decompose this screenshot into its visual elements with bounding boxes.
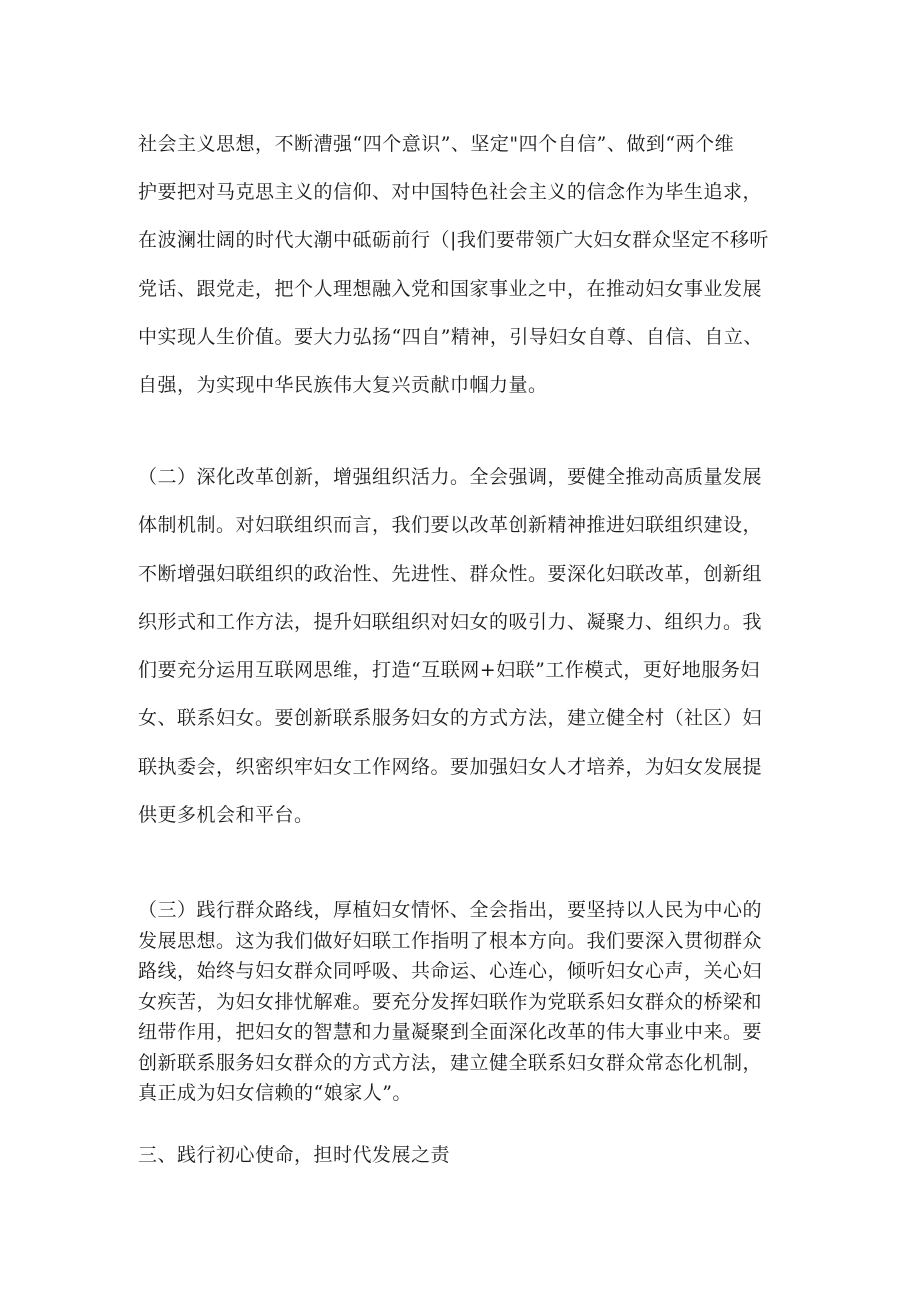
- text-line: 路线，始终与妇女群众同呼吸、共命运、心连心，倾听妇女心声，关心妇: [138, 960, 763, 982]
- text-line: （三）践行群众路线，厚植妇女情怀、全会指出，要坚持以人民为中心的: [138, 899, 763, 921]
- text-line: 创新联系服务妇女群众的方式方法，建立健全联系妇女群众常态化机制，: [138, 1051, 763, 1074]
- text-line: 发展思想。这为我们做好妇联工作指明了根本方向。我们要深入贯彻群众: [138, 929, 763, 952]
- text-line: 纽带作用，把妇女的智慧和力量凝聚到全面深化改革的伟大事业中来。要: [138, 1021, 763, 1043]
- text-line: 社会主义思想，不断漕强“四个意识”、坚定"四个自信”、做到“两个维: [138, 133, 735, 155]
- text-line: （二）深化改革创新，增强组织活力。全会强调，要健全推动高质量发展: [138, 466, 763, 488]
- section-heading-text: 三、践行初心使命，担时代发展之责: [138, 1144, 451, 1166]
- paragraph-3: [138, 895, 798, 1109]
- text-line: 联执委会，织密织牢妇女工作网络。要加强妇女人才培养，为妇女发展提: [138, 755, 763, 778]
- text-line: 不断增强妇联组织的政治性、先进性、群众性。要深化妇联改革，创新组: [138, 562, 763, 585]
- text-line: 体制机制。对妇联组织而言，我们要以改革创新精神推进妇联组织建设，: [138, 514, 763, 537]
- paragraph-1: [138, 120, 798, 409]
- text-line: 党话、跟党走，把个人理想融入党和国家事业之中，在推动妇女事业发展: [138, 277, 763, 300]
- text-line: 女疾苦，为妇女排忧解难。要充分发挥妇联作为党联系妇女群众的桥梁和: [138, 990, 763, 1013]
- text-line: 织形式和工作方法，提升妇联组织对妇女的吸引力、凝聚力、组织力。我: [138, 610, 763, 633]
- text-line: 女、联系妇女。要创新联系服务妇女的方式方法，建立健全村（社区）妇: [138, 707, 763, 730]
- text-line: 们要充分运用互联网思维，打造“互联网+妇联”工作模式，更好地服务妇: [138, 659, 760, 682]
- paragraph-2: [138, 453, 798, 839]
- text-line: 中实现人生价值。要大力弘扬“四自”精神，引导妇女自尊、自信、自立、: [138, 325, 763, 348]
- text-line: 在波澜壮阔的时代大潮中砥砺前行（|我们要带领广大妇女群众坚定不移听: [138, 229, 769, 252]
- text-line: 护要把对马克思主义的信仰、对中国特色社会主义的信念作为毕生追求，: [138, 181, 763, 204]
- section-heading: [138, 1140, 798, 1170]
- text-line: 自强，为实现中华民族伟大复兴贡献巾帼力量。: [138, 374, 548, 397]
- text-line: 供更多机会和平台。: [138, 804, 314, 827]
- text-line: 真正成为妇女信赖的“娘家人”。: [138, 1082, 412, 1104]
